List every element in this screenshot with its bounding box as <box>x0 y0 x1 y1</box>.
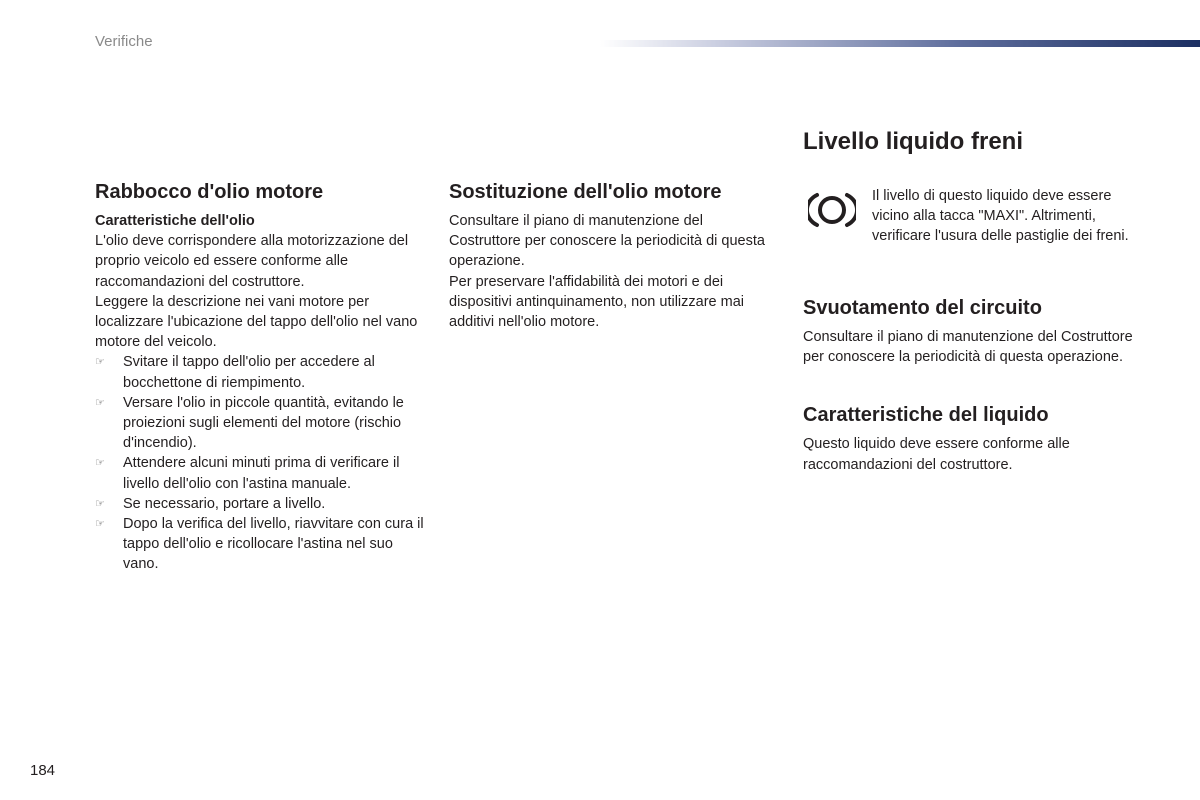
oil-topup-steps <box>95 352 425 574</box>
oil-change-paragraph-1: Consultare il piano di manutenzione del Costruttore per conoscere la periodicità di questa operazione. <box>449 213 765 270</box>
fluid-characteristics-section <box>803 403 1133 474</box>
section-label: Verifiche <box>95 33 153 50</box>
hand-pointer-icon: ☞ <box>95 457 105 470</box>
hand-pointer-icon: ☞ <box>95 396 105 409</box>
column-brake-fluid <box>803 127 1133 475</box>
fluid-characteristics-text: Questo liquido deve essere conforme alle raccomandazioni del costruttore. <box>803 436 1070 473</box>
step-text: Se necessario, portare a livello. <box>123 495 326 512</box>
circuit-drain-section <box>803 296 1133 367</box>
page-number: 184 <box>30 762 56 779</box>
brake-fluid-intro-text: Il livello di questo liquido deve essere vicino alla tacca "MAXI". Altrimenti, verificare l'usura delle pastiglie dei freni. <box>872 188 1129 245</box>
circuit-drain-text: Consultare il piano di manutenzione del Costruttore per conoscere la periodicità di questa operazione. <box>803 329 1133 366</box>
list-item <box>95 393 425 454</box>
list-item <box>95 514 425 575</box>
column-oil-topup <box>95 180 425 575</box>
section-title-oil-change: Sostituzione dell'olio motore <box>449 181 722 203</box>
oil-paragraph-2: Leggere la descrizione nei vani motore per localizzare l'ubicazione del tappo dell'olio nel vano motore del veicolo. <box>95 293 418 351</box>
header-bar <box>600 40 1200 47</box>
oil-paragraph-1: L'olio deve corrispondere alla motorizzazione del proprio veicolo ed essere conforme alle raccomandazioni del costruttore. <box>95 233 409 290</box>
section-title-fluid-characteristics: Caratteristiche del liquido <box>803 404 1049 427</box>
column-oil-change <box>449 180 774 332</box>
section-title-circuit-drain: Svuotamento del circuito <box>803 297 1042 319</box>
step-text: Attendere alcuni minuti prima di verificare il livello dell'olio con l'astina manuale. <box>123 455 400 492</box>
step-text: Versare l'olio in piccole quantità, evitando le proiezioni sugli elementi del motore (rischio d'incendio). <box>123 394 404 452</box>
brake-warning-icon <box>808 190 856 230</box>
hand-pointer-icon: ☞ <box>95 497 105 510</box>
brake-fluid-intro <box>803 186 1133 266</box>
hand-pointer-icon: ☞ <box>95 518 105 531</box>
section-title-oil-topup: Rabbocco d'olio motore <box>95 181 324 203</box>
oil-change-paragraph-2: Per preservare l'affidabilità dei motori e dei dispositivi antinquinamento, non utilizzare mai additivi nell'olio motore. <box>449 273 744 331</box>
section-title-brake-fluid: Livello liquido freni <box>803 128 1024 155</box>
hand-pointer-icon: ☞ <box>95 356 105 369</box>
list-item <box>95 494 425 514</box>
list-item <box>95 352 425 392</box>
oil-characteristics-subhead: Caratteristiche dell'olio <box>95 213 255 229</box>
step-text: Dopo la verifica del livello, riavvitare con cura il tappo dell'olio e ricollocare l'astina nel suo vano. <box>123 516 424 573</box>
list-item <box>95 453 425 493</box>
step-text: Svitare il tappo dell'olio per accedere al bocchettone di riempimento. <box>123 354 375 391</box>
